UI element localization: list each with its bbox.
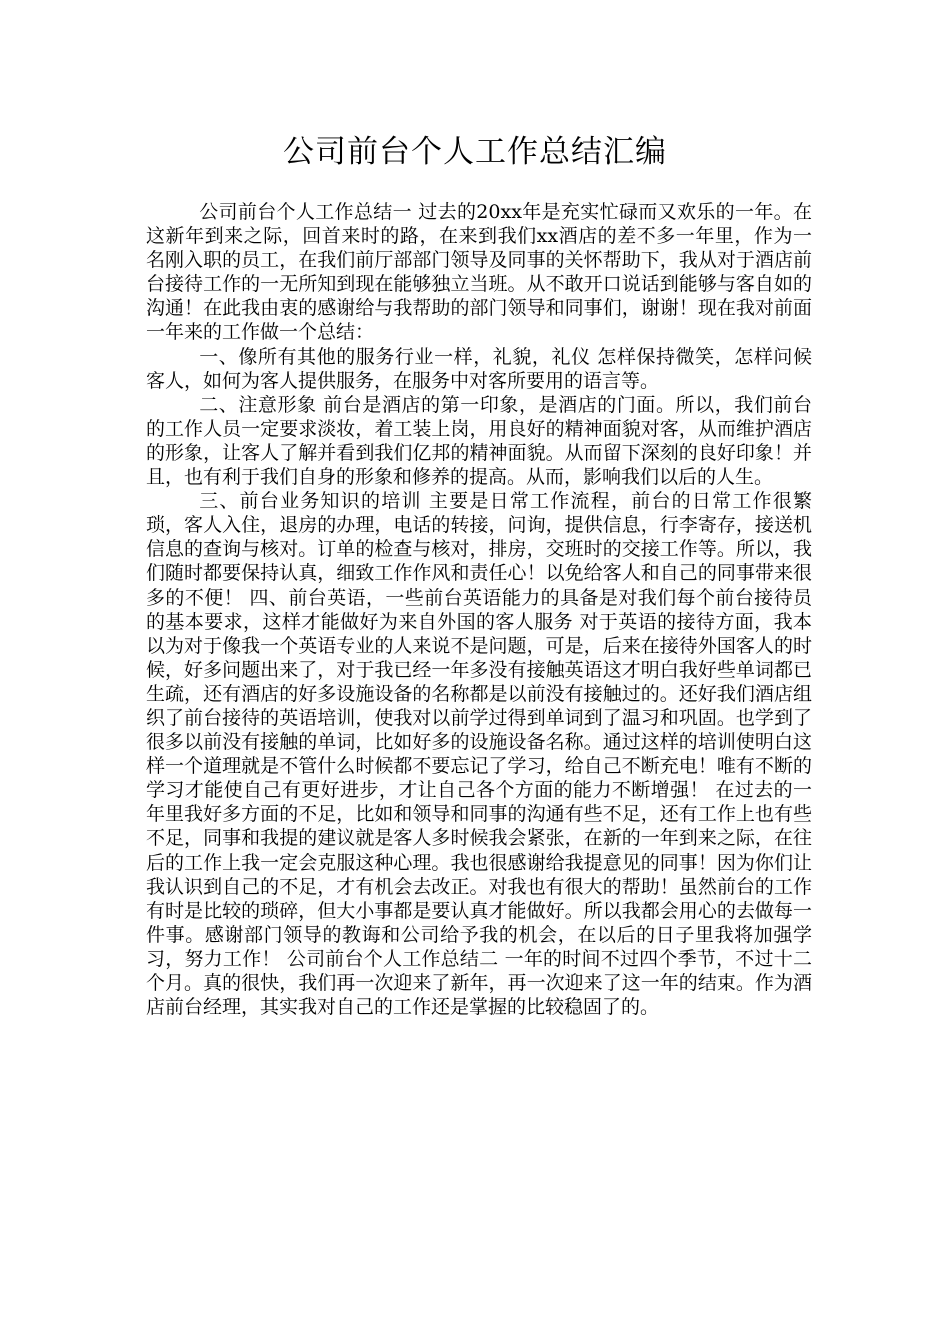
- paragraph-image: 二、注意形象 前台是酒店的第一印象，是酒店的门面。所以，我们前台的工作人员一定要求淡妆，着工装上岗，用良好的精神面貌对客，从而维护酒店的形象，让客人了解并看到我们亿邦的精神面貌。从而留下深刻的良好印象！并且，也有利于我们自身的形象和修养的提高。从而，影响我们以后的人生。: [146, 393, 812, 489]
- paragraph-intro: 公司前台个人工作总结一 过去的20xx年是充实忙碌而又欢乐的一年。在这新年到来之际，回首来时的路，在来到我们xx酒店的差不多一年里，作为一名刚入职的员工，在我们前厅部部门领导及同事的关怀帮助下，我从对于酒店前台接待工作的一无所知到现在能够独立当班。从不敢开口说话到能够与客自如的沟通！在此我由衷的感谢给与我帮助的部门领导和同事们，谢谢！现在我对前面一年来的工作做一个总结：: [146, 201, 812, 344]
- document-body: [146, 200, 812, 1019]
- paragraph-etiquette: 一、像所有其他的服务行业一样，礼貌，礼仪 怎样保持微笑，怎样问候客人，如何为客人提供服务，在服务中对客所要用的语言等。: [146, 345, 812, 392]
- paragraph-training: 三、前台业务知识的培训 主要是日常工作流程，前台的日常工作很繁琐，客人入住，退房的办理，电话的转接，问询，提供信息，行李寄存，接送机信息的查询与核对。订单的检查与核对，排房，交班时的交接工作等。所以，我们随时都要保持认真，细致工作作风和责任心！以免给客人和自己的同事带来很多的不便！ 四、前台英语，一些前台英语能力的具备是对我们每个前台接待员的基本要求，这样才能做好为来自外国的客人服务 对于英语的接待方面，我本以为对于像我一个英语专业的人来说不是问题，可是，后来在接待外国客人的时候，好多问题出来了，对于我已经一年多没有接触英语这才明白我好些单词都已生疏，还有酒店的好多设施设备的名称都是以前没有接触过的。还好我们酒店组织了前台接待的英语培训，使我对以前学过得到单词到了温习和巩固。也学到了很多以前没有接触的单词，比如好多的设施设备名称。通过这样的培训使明白这样一个道理就是不管什么时候都不要忘记了学习，给自己不断充电！唯有不断的学习才能使自己有更好进步，才让自己各个方面的能力不断增强！ 在过去的一年里我好多方面的不足，比如和领导和同事的沟通有些不足，还有工作上也有些不足，同事和我提的建议就是客人多时候我会紧张，在新的一年到来之际，在往后的工作上我一定会克服这种心理。我也很感谢给我提意见的同事！因为你们让我认识到自己的不足，才有机会去改正。对我也有很大的帮助！虽然前台的工作有时是比较的琐碎，但大小事都是要认真才能做好。所以我都会用心的去做每一件事。感谢部门领导的教诲和公司给予我的机会，在以后的日子里我将加强学习，努力工作！ 公司前台个人工作总结二 一年的时间不过四个季节，不过十二个月。真的很快，我们再一次迎来了新年，再一次迎来了这一年的结束。作为酒店前台经理，其实我对自己的工作还是掌握的比较稳固了的。: [146, 490, 812, 1019]
- document-title: 公司前台个人工作总结汇编: [283, 134, 667, 170]
